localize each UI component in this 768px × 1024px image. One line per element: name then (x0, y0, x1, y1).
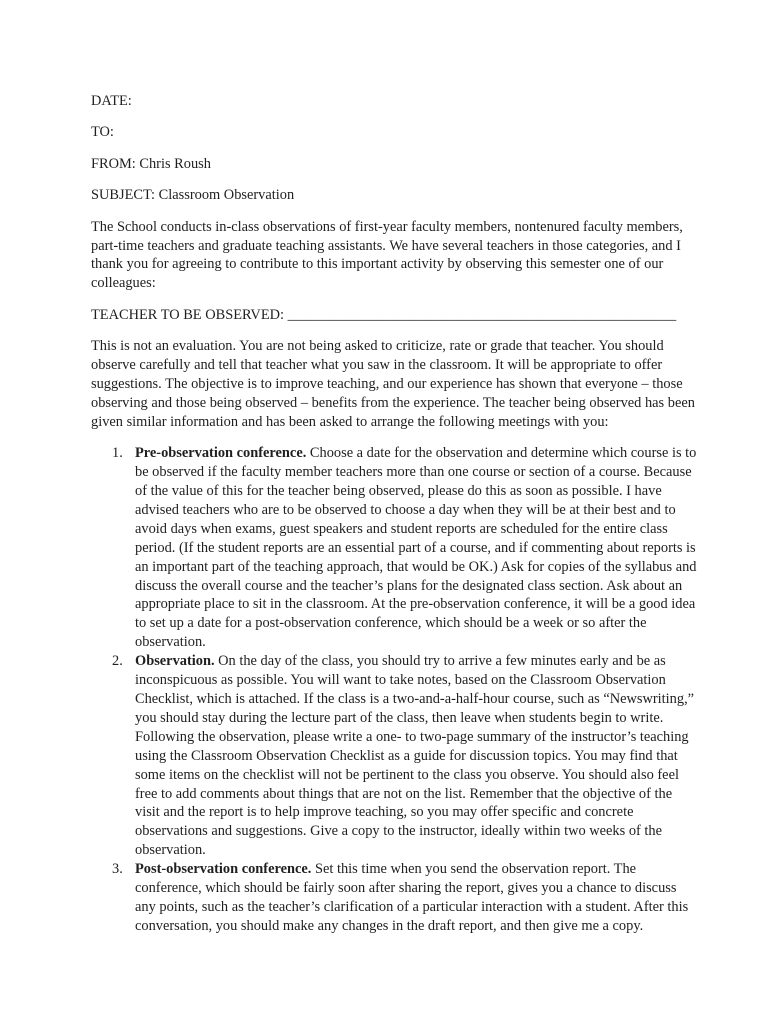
teacher-to-be-observed-line: TEACHER TO BE OBSERVED: ______________________________________________________ (91, 306, 677, 323)
list-item (91, 860, 698, 936)
list-item (91, 652, 698, 860)
body-paragraph: This is not an evaluation. You are not being asked to criticize, rate or grade that teacher. You should observe carefully and tell that teacher what you saw in the classroom. It will be appropriate to offer suggestions. The objective is to improve teaching, and our experience has shown that everyone – those observing and those being observed – benefits from the experience. The teacher being observed has been given similar information and has been asked to arrange the following meetings with you: (91, 338, 695, 430)
intro-paragraph: The School conducts in-class observations of first-year faculty members, nontenured faculty members, part-time teachers and graduate teaching assistants. We have several teachers in those categories, and I thank you for agreeing to contribute to this important activity by observing this semester one of our colleagues: (91, 218, 683, 292)
list-item-number: 3. (112, 861, 123, 878)
subject-line: SUBJECT: Classroom Observation (91, 187, 295, 204)
list-item-heading: Pre-observation conference. (135, 445, 307, 462)
list-item-heading: Observation. (135, 653, 215, 670)
meetings-list (91, 444, 698, 936)
list-item-number: 1. (112, 445, 123, 462)
list-item-text: On the day of the class, you should try to arrive a few minutes early and be as inconspicuous as possible. You will want to take notes, based on the Classroom Observation Checklist, which is attached. If the class is a two-and-a-half-hour course, such as “Newswriting,” you should stay during the lecture part of the class, then leave when students begin to write. Following the observation, please write a one- to two-page summary of the instructor’s teaching using the Classroom Observation Checklist as a guide for discussion topics. You may find that some items on the checklist will not be pertinent to the class you observe. You should also feel free to add comments about things that are not on the list. Remember that the objective of the visit and the report is to help improve teaching, so you may offer specific and concrete observations and suggestions. Give a copy to the instructor, ideally within two weeks of the observation. (135, 653, 695, 859)
list-item-text: Choose a date for the observation and determine which course is to be observed if the faculty member teachers more than one course or section of a course. Because of the value of this for the teacher being observed, please do this as soon as possible. I have advised teachers who are to be observed to choose a day when they will be at their best and to avoid days when exams, guest speakers and student reports are scheduled for the entire class period. (If the student reports are an essential part of a course, and if commenting about reports is an important part of the teaching approach, that would be OK.) Ask for copies of the syllabus and discuss the overall course and the teacher’s plans for the designated class section. Ask about an appropriate place to sit in the classroom. At the pre-observation conference, it will be a good idea to set up a date for a post-observation conference, which should be a week or so after the observation. (135, 445, 697, 651)
list-item-text: Set this time when you send the observation report. The conference, which should be fairly soon after sharing the report, gives you a chance to discuss any points, such as the teacher’s clarification of a particular interaction with a student. After this conversation, you should make any changes in the draft report, and then give me a copy. (135, 861, 689, 934)
list-item (91, 444, 698, 652)
to-line: TO: (91, 124, 114, 141)
list-item-heading: Post-observation conference. (135, 861, 312, 878)
list-item-number: 2. (112, 653, 123, 670)
date-line: DATE: (91, 93, 132, 109)
from-line: FROM: Chris Roush (91, 155, 211, 172)
